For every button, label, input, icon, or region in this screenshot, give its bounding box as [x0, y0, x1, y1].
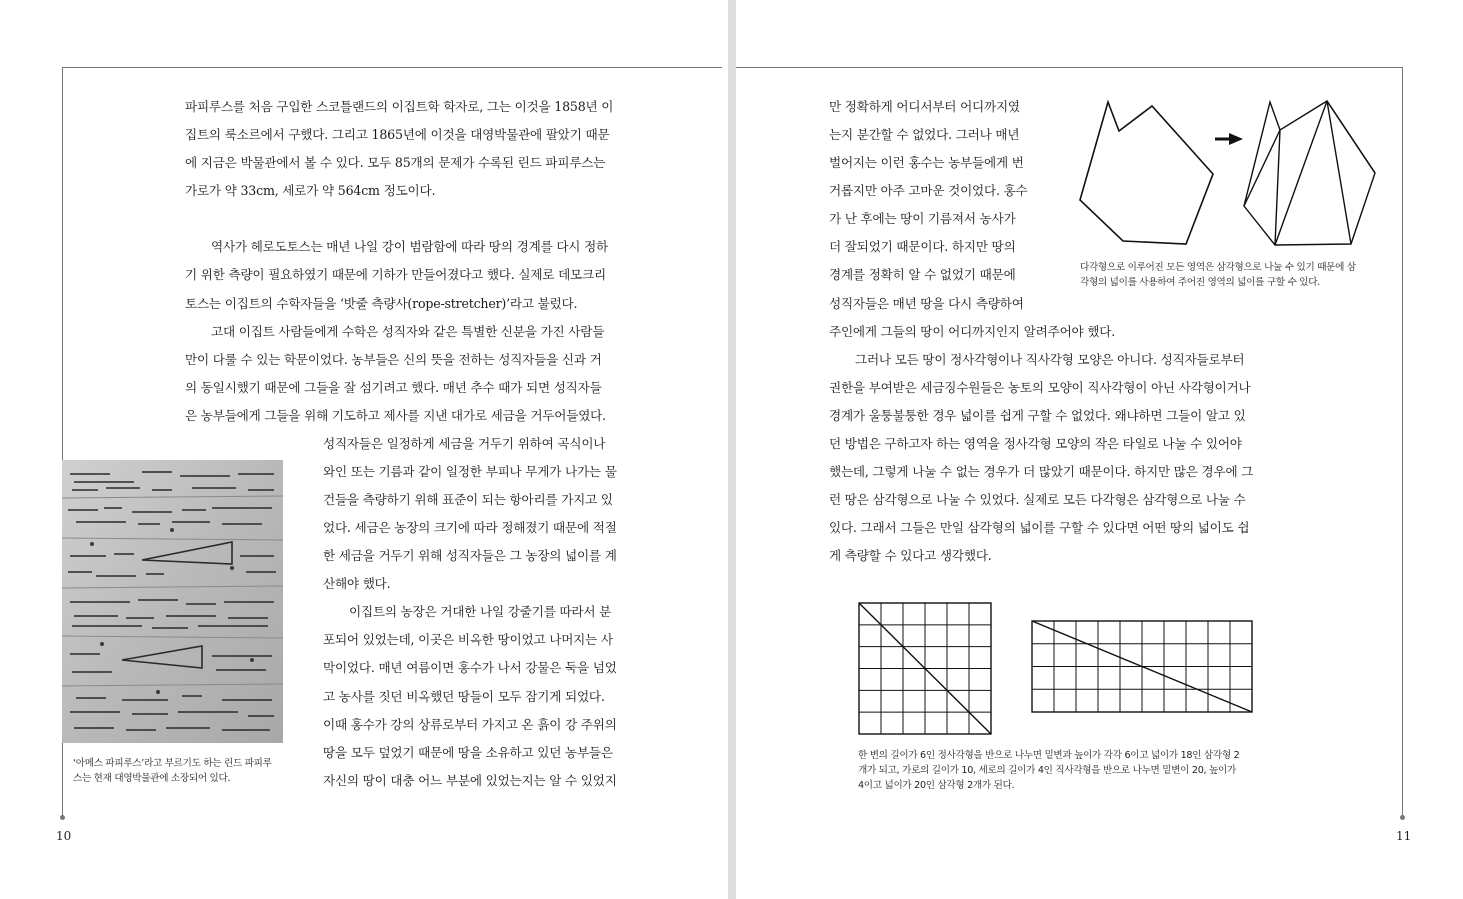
rectangle-grid-figure [1031, 620, 1253, 713]
book-gutter [728, 0, 736, 899]
right-arrow-icon [1215, 133, 1243, 145]
caption-line: 스는 현재 대영박물관에 소장되어 있다. [73, 773, 231, 784]
text-line: 자신의 땅이 대충 어느 부분에 있었는지는 알 수 있었지 [323, 773, 617, 788]
text-line: 성직자들은 매년 땅을 다시 측량하여 [829, 296, 1024, 311]
text-line: 산해야 했다. [323, 576, 391, 591]
text-line: 는지 분간할 수 없었다. 그러나 매년 [829, 127, 1020, 142]
text-line: 포되어 있었는데, 이곳은 비옥한 땅이었고 나머지는 사 [323, 632, 613, 647]
text-line: 경계가 울퉁불퉁한 경우 넓이를 쉽게 구할 수 없었다. 왜냐하면 그들이 알고 있 [829, 408, 1246, 423]
text-line: 파피루스를 처음 구입한 스코틀랜드의 이집트학 학자로, 그는 이것을 1858년 이 [185, 99, 614, 114]
text-line: 가로가 약 33cm, 세로가 약 564cm 정도이다. [185, 183, 436, 198]
caption-line: 다각형으로 이루어진 모든 영역은 삼각형으로 나눌 수 있기 때문에 삼 [1080, 262, 1356, 273]
text-line: 게 측량할 수 있다고 생각했다. [829, 548, 992, 563]
text-line: 한 세금을 거두기 위해 성직자들은 그 농장의 넓이를 계 [323, 548, 617, 563]
page-number-right: 11 [1396, 829, 1412, 843]
text-line: 그러나 모든 땅이 정사각형이나 직사각형 모양은 아니다. 성직자들로부터 [855, 352, 1245, 367]
rhind-papyrus-photo [62, 460, 283, 743]
text-line: 경계를 정확히 알 수 없었기 때문에 [829, 267, 1016, 282]
text-line: 은 농부들에게 그들을 위해 기도하고 제사를 지낸 대가로 세금을 거두어들였다. [185, 408, 606, 423]
square-grid-figure [858, 602, 992, 735]
text-line: 만 정확하게 어디서부터 어디까지였 [829, 99, 1020, 114]
text-line: 막이었다. 매년 여름이면 홍수가 나서 강물은 둑을 넘었 [323, 660, 617, 675]
left-rule-dot [60, 815, 65, 820]
caption-line: 한 변의 길이가 6인 정사각형을 반으로 나누면 밑변과 높이가 각각 6이고 넓이가 18인 삼각형 2 [858, 750, 1240, 761]
text-line: 이때 홍수가 강의 상류로부터 가지고 온 흙이 강 주위의 [323, 717, 617, 732]
text-line: 에 지금은 박물관에서 볼 수 있다. 모두 85개의 문제가 수록된 린드 파피루스는 [185, 155, 606, 170]
caption-line: 4이고 넓이가 20인 삼각형 2개가 된다. [858, 780, 1015, 791]
text-line: 역사가 헤로도토스는 매년 나일 강이 범람함에 따라 땅의 경계를 다시 정하 [211, 239, 608, 254]
text-line: 런 땅은 삼각형으로 나눌 수 있었다. 실제로 모든 다각형은 삼각형으로 나눌 수 [829, 492, 1246, 507]
text-line: 와인 또는 기름과 같이 일정한 부피나 무게가 나가는 물 [323, 464, 617, 479]
text-line: 건들을 측량하기 위해 표준이 되는 항아리를 가지고 있 [323, 492, 613, 507]
caption-line: 각형의 넓이를 사용하여 주어진 영역의 넓이를 구할 수 있다. [1080, 277, 1320, 288]
text-line: 의 동일시했기 때문에 그들을 잘 섬기려고 했다. 매년 추수 때가 되면 성직자들 [185, 380, 602, 395]
text-line: 성직자들은 일정하게 세금을 거두기 위하여 곡식이나 [323, 436, 606, 451]
text-line: 집트의 룩소르에서 구했다. 그리고 1865년에 이것을 대영박물관에 팔았기 때문 [185, 127, 610, 142]
text-line: 던 방법은 구하고자 하는 영역을 정사각형 모양의 작은 타일로 나눌 수 있어야 [829, 436, 1242, 451]
triangulated-polygon [1244, 101, 1375, 245]
text-line: 기 위한 측량이 필요하였기 때문에 기하가 만들어졌다고 했다. 실제로 데모크리 [185, 267, 606, 282]
text-line: 이집트의 농장은 거대한 나일 강줄기를 따라서 분 [349, 604, 612, 619]
right-rule-dot [1400, 815, 1405, 820]
text-line: 벌어지는 이런 홍수는 농부들에게 번 [829, 155, 1024, 170]
polygon-shape [1080, 102, 1213, 244]
text-line: 고대 이집트 사람들에게 수학은 성직자와 같은 특별한 신분을 가진 사람들 [211, 324, 605, 339]
text-line: 땅을 모두 덮었기 때문에 땅을 소유하고 있던 농부들은 [323, 745, 613, 760]
right-margin-rule [1402, 67, 1403, 817]
text-line: 토스는 이집트의 수학자들을 ‘밧줄 측량사(rope-stretcher)’라고 불렀다. [185, 296, 578, 311]
text-line: 었다. 세금은 농장의 크기에 따라 정해졌기 때문에 적절 [323, 520, 617, 535]
left-top-rule [62, 67, 722, 68]
text-line: 거롭지만 아주 고마운 것이었다. 홍수 [829, 183, 1028, 198]
text-line: 고 농사를 짓던 비옥했던 땅들이 모두 잠기게 되었다. [323, 689, 605, 704]
caption-line: 개가 되고, 가로의 길이가 10, 세로의 길이가 4인 직사각형을 반으로 나누면 밑변이 20, 높이가 [858, 765, 1236, 776]
text-line: 더 잘되었기 때문이다. 하지만 땅의 [829, 239, 1016, 254]
text-line: 만이 다룰 수 있는 학문이었다. 농부들은 신의 뜻을 전하는 성직자들을 신과 거 [185, 352, 602, 367]
right-top-rule [736, 67, 1403, 68]
page-number-left: 10 [56, 829, 72, 843]
text-line: 있다. 그래서 그들은 만일 삼각형의 넓이를 구할 수 있다면 어떤 땅의 넓이도 쉽 [829, 520, 1250, 535]
text-line: 주인에게 그들의 땅이 어디까지인지 알려주어야 했다. [829, 324, 1116, 339]
text-line: 가 난 후에는 땅이 기름져서 농사가 [829, 211, 1016, 226]
text-line: 권한을 부여받은 세금징수원들은 농토의 모양이 직사각형이 아닌 사각형이거나 [829, 380, 1251, 395]
text-line: 했는데, 그렇게 나눌 수 없는 경우가 더 많았기 때문이다. 하지만 많은 경우에 그 [829, 464, 1254, 479]
caption-line: ‘아메스 파피루스’라고 부르기도 하는 린드 파피루 [73, 758, 272, 769]
polygon-triangulation-figure [1075, 95, 1385, 255]
